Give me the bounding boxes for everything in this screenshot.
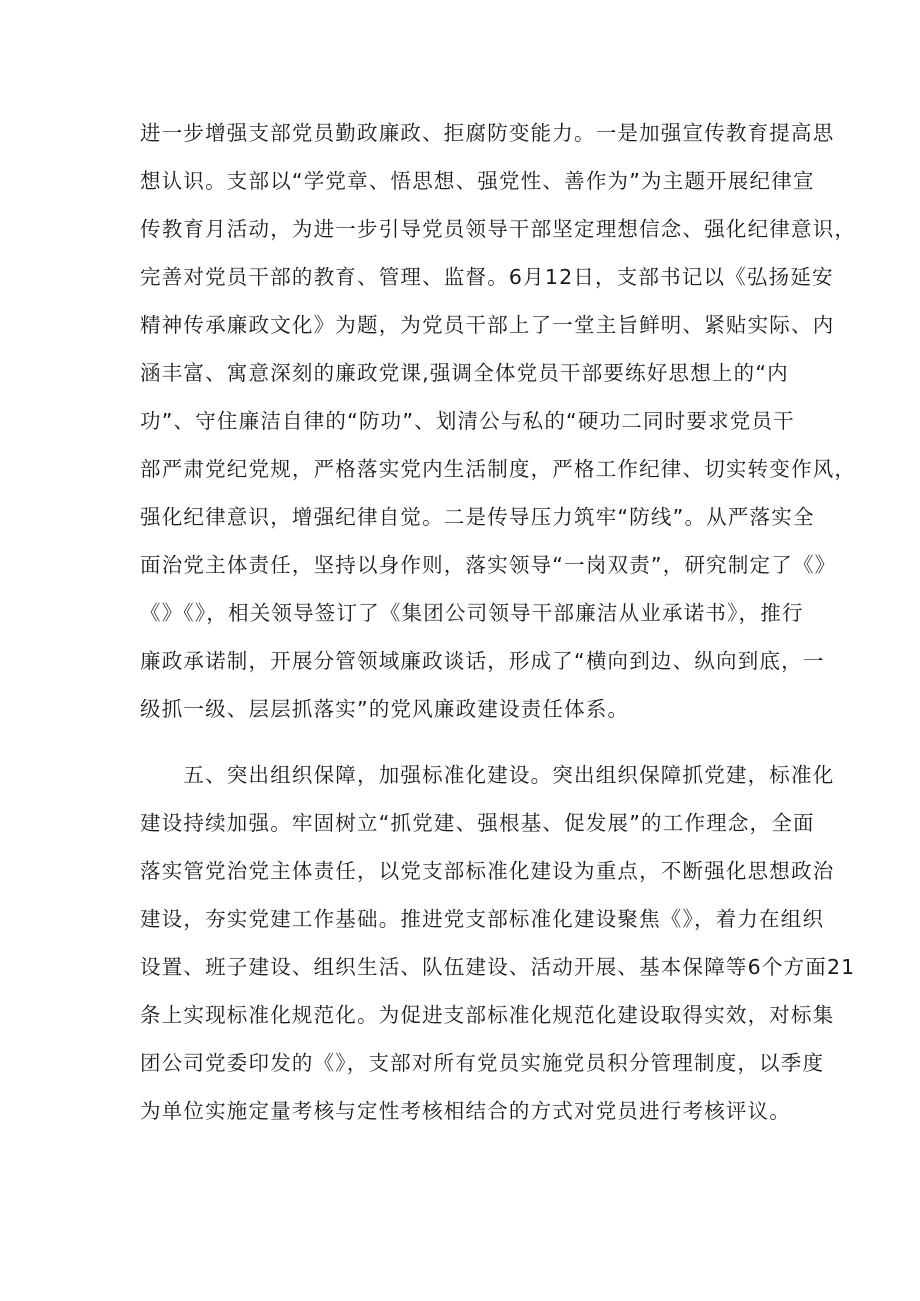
- text-line: 部严肃党纪党规，严格落实党内生活制度，严格工作纪律、切实转变作风，: [140, 457, 857, 481]
- text-line: 设置、班子建设、组织生活、队伍建设、活动开展、基本保障等6个方面21: [140, 955, 856, 979]
- text-line: 进一步增强支部党员勤政廉政、拒腐防变能力。一是加强宣传教育提高思: [140, 121, 835, 145]
- text-line: 涵丰富、寓意深刻的廉政党课,强调全体党员干部要练好思想上的“内: [140, 361, 789, 385]
- text-line: 想认识。支部以“学党章、悟思想、强党性、善作为”为主题开展纪律宣: [140, 169, 815, 193]
- text-line: 级抓一级、层层抓落实”的党风廉政建设责任体系。: [140, 697, 630, 721]
- text-line: 建设持续加强。牢固树立“抓党建、强根基、促发展”的工作理念，全面: [140, 811, 815, 835]
- text-line: 落实管党治党主体责任，以党支部标准化建设为重点，不断强化思想政治: [140, 859, 835, 883]
- paragraph-standardization: [140, 751, 856, 1135]
- text-line: 面治党主体责任，坚持以身作则，落实领导“一岗双责”，研究制定了《》: [140, 553, 837, 577]
- text-line: 强化纪律意识，增强纪律自觉。二是传导压力筑牢“防线”。从严落实全: [140, 505, 815, 529]
- text-line: 条上实现标准化规范化。为促进支部标准化规范化建设取得实效，对标集: [140, 1003, 835, 1027]
- text-line: 传教育月活动，为进一步引导党员领导干部坚定理想信念、强化纪律意识，: [140, 217, 857, 241]
- text-line: 建设，夯实党建工作基础。推进党支部标准化建设聚焦《》，着力在组织: [140, 907, 825, 931]
- paragraph-discipline: [140, 109, 857, 733]
- text-line: 五、突出组织保障，加强标准化建设。突出组织保障抓党建，标准化: [140, 763, 835, 787]
- text-line: 完善对党员干部的教育、管理、监督。6月12日，支部书记以《弘扬延安: [140, 265, 834, 289]
- text-line: 团公司党委印发的《》，支部对所有党员实施党员积分管理制度，以季度: [140, 1051, 825, 1075]
- text-line: 《》《》，相关领导签订了《集团公司领导干部廉洁从业承诺书》，推行: [140, 601, 804, 625]
- text-line: 廉政承诺制，开展分管领域廉政谈话，形成了“横向到边、纵向到底，一: [140, 649, 825, 673]
- paragraph-body: [140, 751, 856, 1135]
- paragraph-body: [140, 109, 857, 733]
- text-line: 为单位实施定量考核与定性考核相结合的方式对党员进行考核评议。: [140, 1099, 791, 1123]
- text-line: 功”、守住廉洁自律的“防功”、划清公与私的“硬功二同时要求党员干: [140, 409, 795, 433]
- text-line: 精神传承廉政文化》为题，为党员干部上了一堂主旨鲜明、紧贴实际、内: [140, 313, 835, 337]
